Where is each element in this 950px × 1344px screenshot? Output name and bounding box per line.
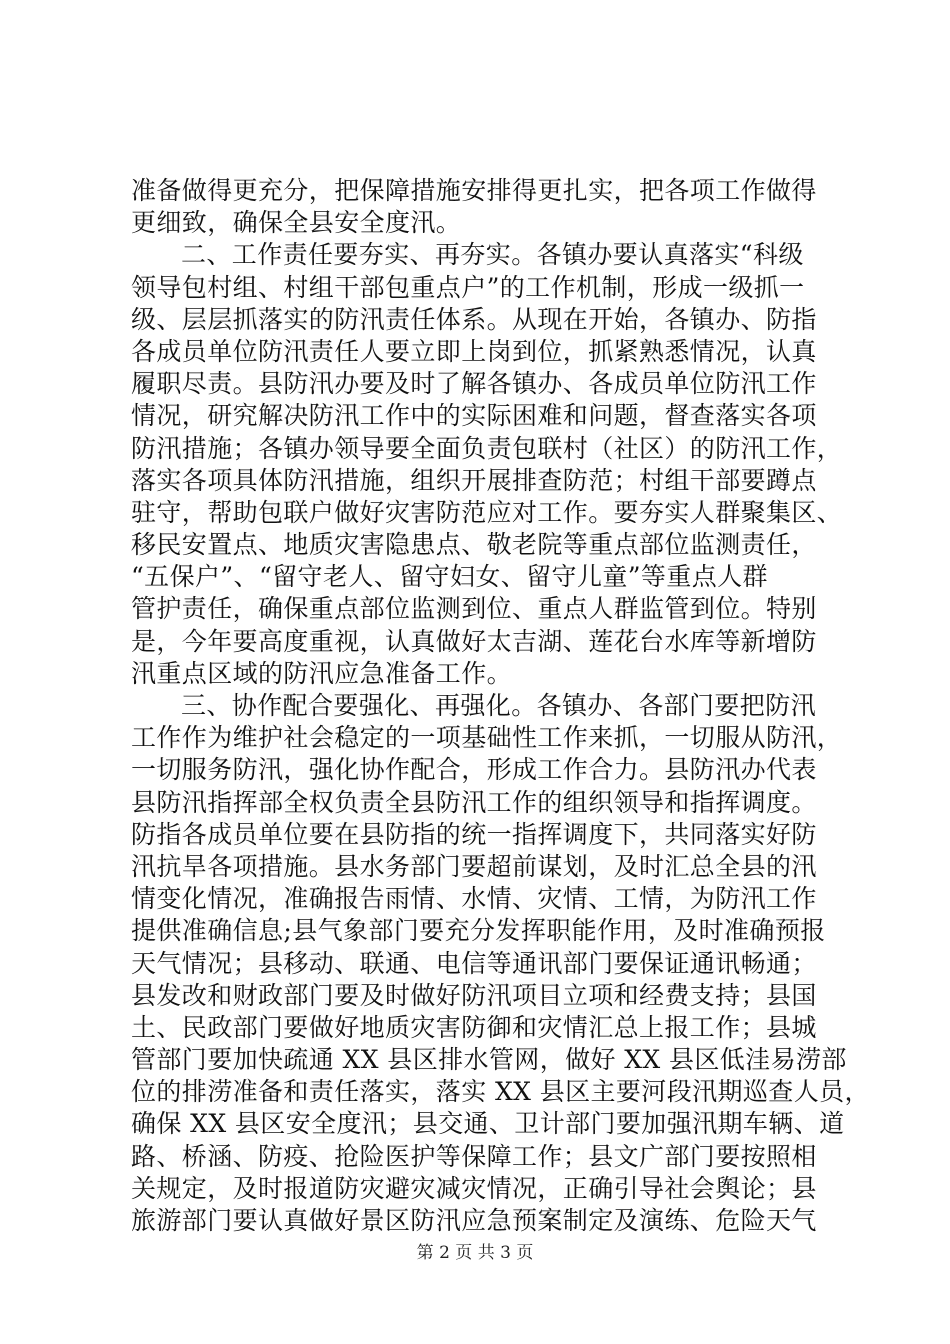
body-text — [131, 175, 870, 1237]
text-line: 县发改和财政部门要及时做好防汛项目立项和经费支持；县国 — [131, 980, 817, 1010]
text-line: 移民安置点、地质灾害隐患点、敬老院等重点部位监测责任， — [131, 530, 817, 560]
text-line: 是，今年要高度重视，认真做好太吉湖、莲花台水库等新增防 — [131, 626, 817, 656]
text-line: 一切服务防汛，强化协作配合，形成工作合力。县防汛办代表 — [131, 755, 817, 785]
text-line: 工作作为维护社会稳定的一项基础性工作来抓，一切服从防汛， — [131, 723, 843, 753]
text-line: 提供准确信息;县气象部门要充分发挥职能作用，及时准确预报 — [131, 916, 826, 946]
text-line: 路、桥涵、防疫、抢险医护等保障工作；县文广部门要按照相 — [131, 1141, 817, 1171]
text-line: 驻守，帮助包联户做好灾害防范应对工作。要夯实人群聚集区、 — [131, 497, 843, 527]
text-line: 旅游部门要认真做好景区防汛应急预案制定及演练、危险天气 — [131, 1206, 817, 1235]
text-line: 更细致，确保全县安全度汛。 — [131, 208, 462, 238]
text-line: 县防汛指挥部全权负责全县防汛工作的组织领导和指挥调度。 — [131, 787, 817, 817]
text-line: “五保户”、“留守老人、留守妇女、留守儿童”等重点人群 — [131, 562, 768, 592]
text-line: 汛抗旱各项措施。县水务部门要超前谋划，及时汇总全县的汛 — [131, 851, 817, 881]
text-line: 管部门要加快疏通 XX 县区排水管网，做好 XX 县区低洼易涝部 — [131, 1045, 847, 1075]
paragraph-start-line: 二、工作责任要夯实、再夯实。各镇办要认真落实“科级 — [181, 240, 804, 270]
page-number: 第 2 页 共 3 页 — [416, 1243, 534, 1263]
text-line: 关规定，及时报道防灾避灾减灾情况，正确引导社会舆论；县 — [131, 1173, 817, 1203]
text-line: 防汛措施；各镇办领导要全面负责包联村（社区）的防汛工作， — [131, 433, 843, 463]
text-line: 情况，研究解决防汛工作中的实际困难和问题，督查落实各项 — [131, 401, 817, 431]
text-line: 领导包村组、村组干部包重点户”的工作机制，形成一级抓一 — [131, 272, 805, 302]
text-line: 落实各项具体防汛措施，组织开展排查防范；村组干部要蹲点 — [131, 465, 817, 495]
text-line: 准备做得更充分，把保障措施安排得更扎实，把各项工作做得 — [131, 176, 817, 205]
text-line: 情变化情况，准确报告雨情、水情、灾情、工情，为防汛工作 — [131, 884, 817, 914]
text-line: 确保 XX 县区安全度汛；县交通、卫计部门要加强汛期车辆、道 — [131, 1109, 845, 1139]
text-line: 管护责任，确保重点部位监测到位、重点人群监管到位。特别 — [131, 594, 817, 624]
paragraph-start-line: 三、协作配合要强化、再强化。各镇办、各部门要把防汛 — [181, 691, 817, 720]
text-line: 土、民政部门要做好地质灾害防御和灾情汇总上报工作；县城 — [131, 1012, 817, 1042]
text-line: 防指各成员单位要在县防指的统一指挥调度下，共同落实好防 — [131, 819, 817, 849]
text-line: 履职尽责。县防汛办要及时了解各镇办、各成员单位防汛工作 — [131, 369, 817, 399]
page-footer — [0, 1242, 950, 1264]
text-line: 各成员单位防汛责任人要立即上岗到位，抓紧熟悉情况，认真 — [131, 336, 817, 366]
text-line: 天气情况；县移动、联通、电信等通讯部门要保证通讯畅通； — [131, 948, 817, 978]
text-line: 位的排涝准备和责任落实，落实 XX 县区主要河段汛期巡查人员， — [131, 1077, 870, 1107]
text-line: 级、层层抓落实的防汛责任体系。从现在开始，各镇办、防指 — [131, 304, 817, 334]
text-line: 汛重点区域的防汛应急准备工作。 — [131, 658, 513, 688]
